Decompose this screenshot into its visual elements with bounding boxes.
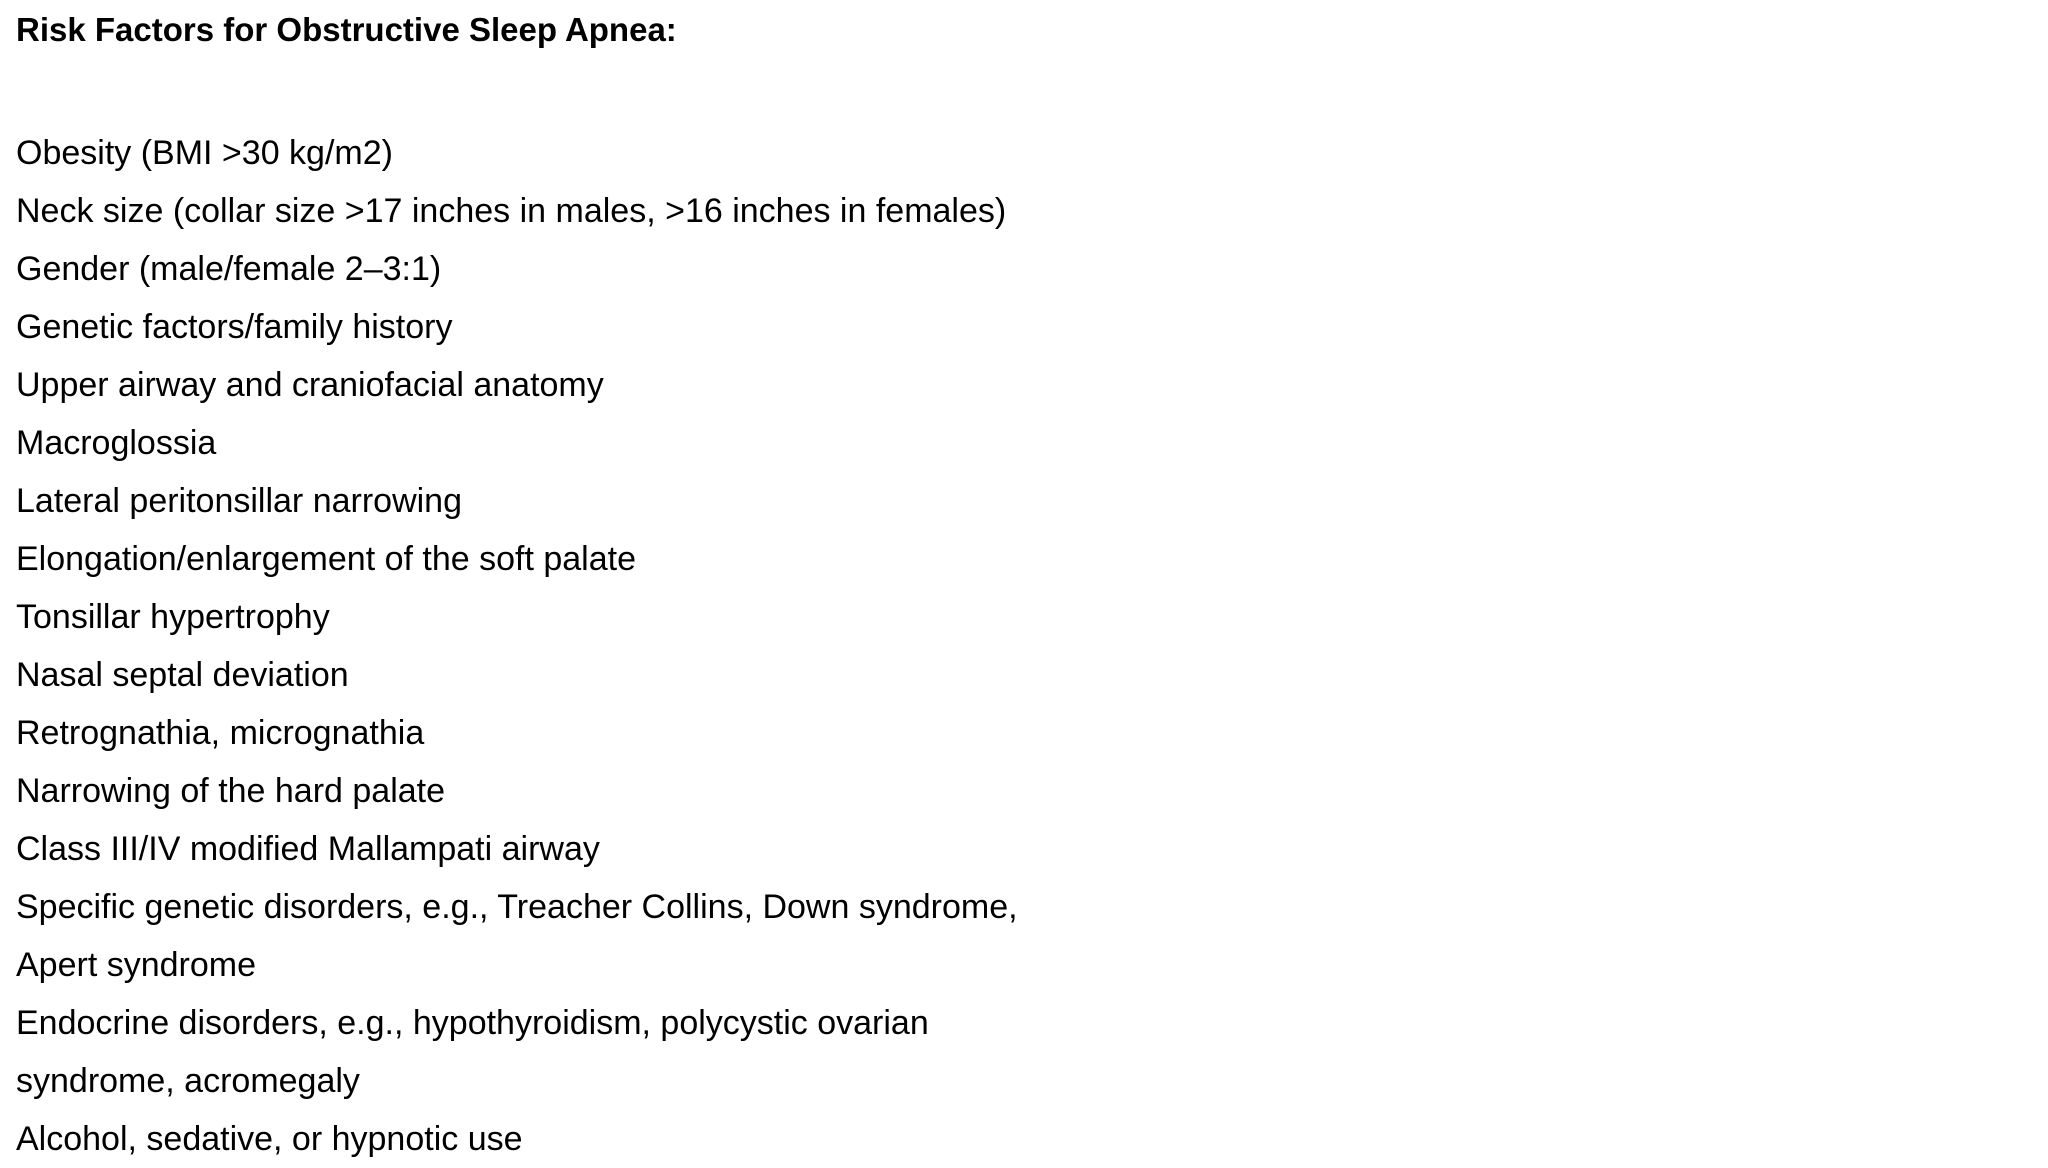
list-item: Narrowing of the hard palate [16, 772, 446, 810]
list-item: syndrome, acromegaly [16, 1062, 360, 1100]
document-title: Risk Factors for Obstructive Sleep Apnea: [16, 11, 677, 48]
document-body [16, 8, 2016, 1168]
list-item: Tonsillar hypertrophy [16, 598, 330, 636]
list-item: Obesity (BMI >30 kg/m2) [16, 134, 393, 172]
list-item: Lateral peritonsillar narrowing [16, 482, 463, 520]
list-item: Elongation/enlargement of the soft palate [16, 540, 636, 578]
list-item: Macroglossia [16, 424, 217, 462]
list-item: Upper airway and craniofacial anatomy [16, 366, 604, 404]
list-item: Genetic factors/family history [16, 308, 453, 346]
list-item: Alcohol, sedative, or hypnotic use [16, 1120, 523, 1158]
list-item: Retrognathia, micrognathia [16, 714, 425, 752]
list-item: Neck size (collar size >17 inches in males, >16 inches in females) [16, 192, 1007, 230]
list-item: Gender (male/female 2–3:1) [16, 250, 442, 288]
risk-factor-list [16, 124, 2016, 1168]
list-item: Nasal septal deviation [16, 656, 349, 694]
list-item: Apert syndrome [16, 946, 256, 984]
list-item: Specific genetic disorders, e.g., Treacher Collins, Down syndrome, [16, 888, 1018, 926]
blank-line [16, 52, 2016, 124]
list-item: Endocrine disorders, e.g., hypothyroidism, polycystic ovarian [16, 1004, 929, 1042]
list-item: Class III/IV modified Mallampati airway [16, 830, 600, 868]
